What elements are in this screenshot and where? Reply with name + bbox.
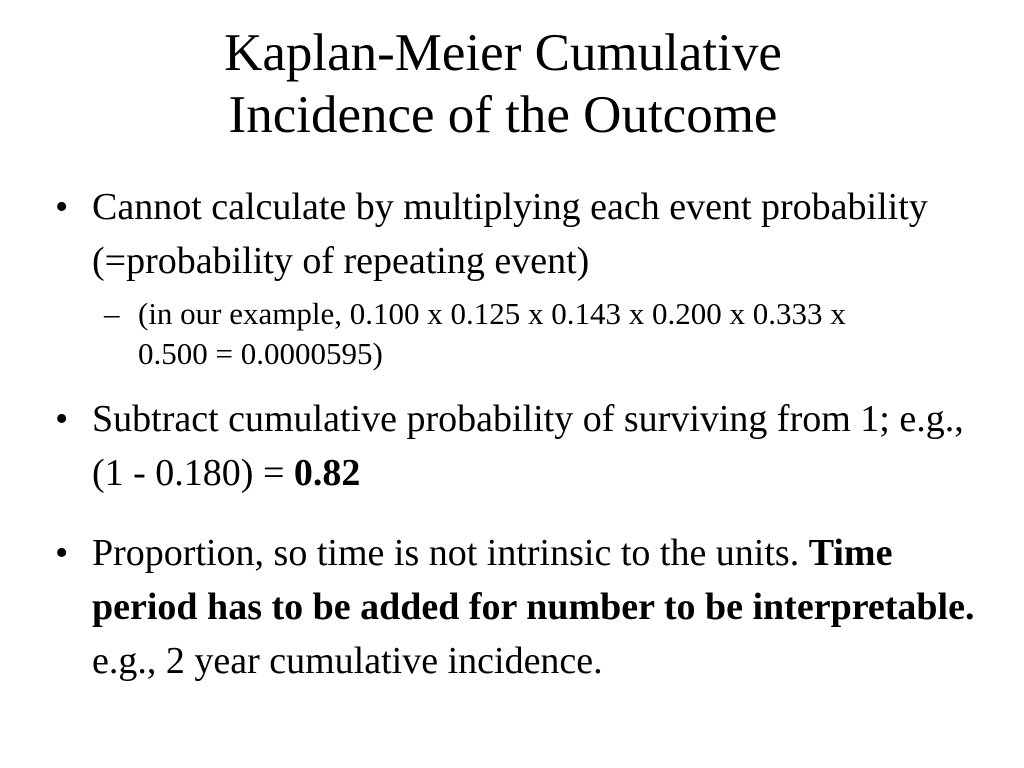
bullet-2-text: Subtract cumulative probability of surviving from 1; e.g., (1 - 0.180) = xyxy=(92,398,964,494)
bullet-item-1 xyxy=(55,180,1000,374)
sub-bullet-marker: – xyxy=(104,296,120,331)
bullet-item-3 xyxy=(55,526,1000,688)
bullet-marker: • xyxy=(55,186,69,228)
sub-bullet-item xyxy=(92,294,878,374)
title-line-2: Incidence of the Outcome xyxy=(228,86,778,144)
bullet-marker: • xyxy=(55,398,69,440)
bullet-3-text-end: e.g., 2 year cumulative incidence. xyxy=(92,640,603,682)
title-line-1: Kaplan-Meier Cumulative xyxy=(224,24,782,82)
slide-title xyxy=(0,22,1006,146)
sub-bullet-text: (in our example, 0.100 x 0.125 x 0.143 x 0.200 x 0.333 x 0.500 = 0.0000595) xyxy=(138,296,846,371)
bullet-3-bold-text: Time period has to be added for number to be interpretable. xyxy=(92,532,975,628)
bullet-item-2 xyxy=(55,392,1000,500)
bullet-2-bold-value: 0.82 xyxy=(293,452,361,494)
bullet-3-text: Proportion, so time is not intrinsic to the units. xyxy=(92,532,809,574)
bullet-1-text: Cannot calculate by multiplying each event probability (=probability of repeating event) xyxy=(92,186,928,282)
bullet-marker: • xyxy=(55,532,69,574)
bullet-list xyxy=(55,180,1000,688)
